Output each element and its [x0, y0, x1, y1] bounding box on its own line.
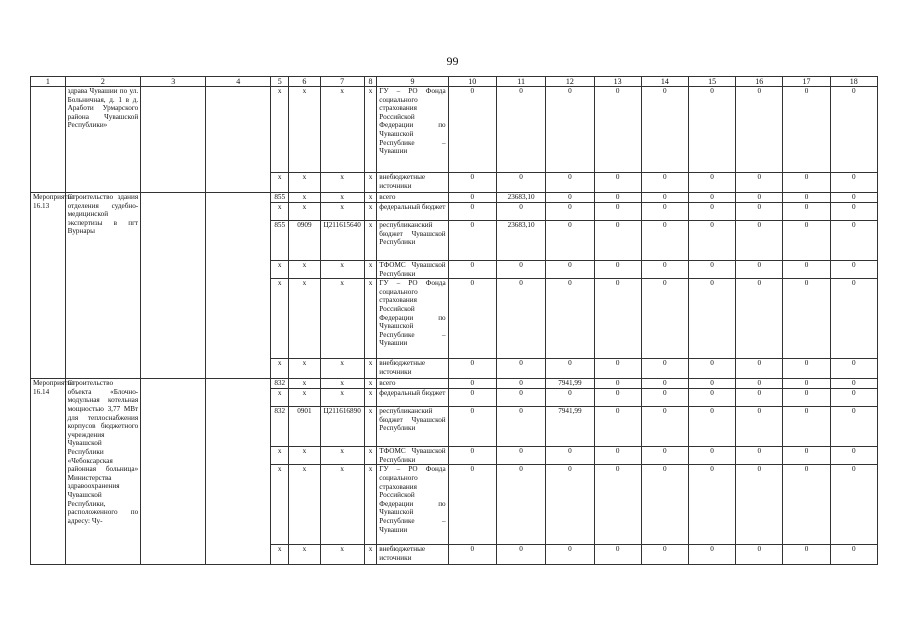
value-cell: 0 — [594, 261, 641, 279]
value-cell: 0 — [783, 359, 830, 379]
expense-group-cell: x — [364, 447, 377, 465]
value-cell: 0 — [641, 465, 688, 545]
measure-name-cell: Строительство здания отделения судебно-медицинской экспертизы в пгт Вурнары — [65, 193, 141, 379]
value-cell: 0 — [830, 447, 877, 465]
value-cell: 0 — [830, 359, 877, 379]
grbs-cell: 832 — [271, 407, 289, 447]
header-cell: 11 — [496, 77, 545, 87]
target-article-cell: Ц211616890 — [320, 407, 364, 447]
header-cell: 4 — [206, 77, 271, 87]
value-cell: 0 — [496, 447, 545, 465]
value-cell: 0 — [641, 279, 688, 359]
target-article-cell: x — [320, 545, 364, 565]
section-cell: x — [289, 389, 320, 407]
value-cell: 0 — [783, 203, 830, 221]
value-cell: 0 — [688, 221, 735, 261]
value-cell: 0 — [594, 221, 641, 261]
section-cell: x — [289, 379, 320, 389]
value-cell: 0 — [641, 87, 688, 173]
value-cell: 0 — [688, 465, 735, 545]
value-cell: 0 — [448, 379, 496, 389]
value-cell: 0 — [594, 407, 641, 447]
measure-label-cell — [31, 87, 66, 193]
target-article-cell: Ц211615640 — [320, 221, 364, 261]
value-cell: 0 — [783, 379, 830, 389]
value-cell: 0 — [641, 359, 688, 379]
value-cell: 0 — [496, 545, 545, 565]
value-cell: 0 — [736, 379, 783, 389]
value-cell: 0 — [783, 193, 830, 203]
funding-source-cell: внебюджетные источники — [377, 545, 448, 565]
value-cell: 0 — [546, 193, 594, 203]
value-cell: 7941,99 — [546, 407, 594, 447]
header-cell: 3 — [141, 77, 206, 87]
value-cell: 0 — [594, 87, 641, 173]
expense-group-cell: x — [364, 279, 377, 359]
funding-source-cell: внебюджетные источники — [377, 173, 448, 193]
grbs-cell: x — [271, 261, 289, 279]
value-cell: 0 — [783, 465, 830, 545]
value-cell: 0 — [688, 261, 735, 279]
value-cell: 0 — [830, 379, 877, 389]
section-cell: x — [289, 279, 320, 359]
value-cell: 0 — [783, 545, 830, 565]
funding-source-cell: ГУ – РО Фонда социального страхования Российской Федерации по Чувашской Республике – Чувашии — [377, 465, 448, 545]
value-cell: 23683,10 — [496, 221, 545, 261]
funding-source-cell: ТФОМС Чувашской Республики — [377, 261, 448, 279]
value-cell: 0 — [783, 407, 830, 447]
value-cell: 0 — [830, 203, 877, 221]
grbs-cell: 832 — [271, 379, 289, 389]
funding-source-cell: ГУ – РО Фонда социального страхования Российской Федерации по Чувашской Республике – Чувашии — [377, 87, 448, 173]
section-cell: x — [289, 261, 320, 279]
value-cell: 0 — [594, 545, 641, 565]
measure-label-cell: Мероприятие 16.13 — [31, 193, 66, 379]
value-cell: 0 — [830, 407, 877, 447]
value-cell: 0 — [641, 545, 688, 565]
target-article-cell: x — [320, 389, 364, 407]
col3-cell — [141, 193, 206, 379]
value-cell: 0 — [736, 87, 783, 173]
funding-source-cell: республиканский бюджет Чувашской Республики — [377, 407, 448, 447]
grbs-cell: x — [271, 203, 289, 221]
expense-group-cell: x — [364, 465, 377, 545]
value-cell: 0 — [736, 173, 783, 193]
value-cell: 0 — [448, 407, 496, 447]
section-cell: x — [289, 465, 320, 545]
value-cell: 23683,10 — [496, 193, 545, 203]
value-cell: 0 — [496, 407, 545, 447]
value-cell: 0 — [641, 389, 688, 407]
header-cell: 13 — [594, 77, 641, 87]
header-cell: 6 — [289, 77, 320, 87]
value-cell: 0 — [688, 379, 735, 389]
funding-source-cell: внебюджетные источники — [377, 359, 448, 379]
value-cell: 0 — [830, 261, 877, 279]
grbs-cell: x — [271, 279, 289, 359]
grbs-cell: x — [271, 545, 289, 565]
expense-group-cell: x — [364, 379, 377, 389]
value-cell: 0 — [736, 193, 783, 203]
grbs-cell: 855 — [271, 193, 289, 203]
table-row — [31, 379, 878, 389]
value-cell: 0 — [830, 389, 877, 407]
value-cell: 0 — [641, 173, 688, 193]
value-cell: 0 — [830, 193, 877, 203]
section-cell: x — [289, 87, 320, 173]
value-cell: 0 — [546, 87, 594, 173]
target-article-cell: x — [320, 465, 364, 545]
target-article-cell: x — [320, 261, 364, 279]
section-cell: x — [289, 359, 320, 379]
funding-source-cell: федеральный бюджет — [377, 389, 448, 407]
section-cell: 0901 — [289, 407, 320, 447]
header-cell: 7 — [320, 77, 364, 87]
section-cell: x — [289, 193, 320, 203]
value-cell: 0 — [448, 87, 496, 173]
target-article-cell: x — [320, 379, 364, 389]
header-cell: 8 — [364, 77, 377, 87]
value-cell: 0 — [688, 203, 735, 221]
expense-group-cell: x — [364, 407, 377, 447]
value-cell: 7941,99 — [546, 379, 594, 389]
value-cell: 0 — [641, 221, 688, 261]
header-cell: 12 — [546, 77, 594, 87]
col4-cell — [206, 193, 271, 379]
header-cell: 17 — [783, 77, 830, 87]
header-cell: 10 — [448, 77, 496, 87]
value-cell: 0 — [736, 447, 783, 465]
value-cell: 0 — [546, 389, 594, 407]
value-cell: 0 — [496, 389, 545, 407]
value-cell: 0 — [736, 407, 783, 447]
value-cell: 0 — [783, 447, 830, 465]
value-cell: 0 — [546, 221, 594, 261]
value-cell: 0 — [688, 545, 735, 565]
budget-table — [30, 76, 878, 565]
header-cell: 14 — [641, 77, 688, 87]
col4-cell — [206, 379, 271, 565]
value-cell: 0 — [594, 465, 641, 545]
funding-source-cell: ТФОМС Чувашской Республики — [377, 447, 448, 465]
expense-group-cell: x — [364, 359, 377, 379]
value-cell: 0 — [594, 173, 641, 193]
target-article-cell: x — [320, 359, 364, 379]
value-cell: 0 — [830, 173, 877, 193]
value-cell: 0 — [448, 465, 496, 545]
value-cell: 0 — [594, 193, 641, 203]
target-article-cell: x — [320, 203, 364, 221]
funding-source-cell: республиканский бюджет Чувашской Республики — [377, 221, 448, 261]
value-cell: 0 — [496, 87, 545, 173]
header-cell: 9 — [377, 77, 448, 87]
value-cell: 0 — [641, 193, 688, 203]
section-cell: x — [289, 203, 320, 221]
page-number: 99 — [446, 54, 459, 68]
value-cell: 0 — [448, 389, 496, 407]
value-cell: 0 — [688, 173, 735, 193]
value-cell: 0 — [688, 389, 735, 407]
target-article-cell: x — [320, 193, 364, 203]
value-cell: 0 — [688, 447, 735, 465]
value-cell: 0 — [736, 279, 783, 359]
header-cell: 1 — [31, 77, 66, 87]
value-cell: 0 — [448, 203, 496, 221]
value-cell: 0 — [546, 447, 594, 465]
value-cell: 0 — [448, 193, 496, 203]
value-cell: 0 — [448, 359, 496, 379]
value-cell: 0 — [641, 379, 688, 389]
value-cell: 0 — [546, 545, 594, 565]
section-cell: 0909 — [289, 221, 320, 261]
value-cell: 0 — [830, 279, 877, 359]
value-cell: 0 — [688, 193, 735, 203]
table-row — [31, 193, 878, 203]
value-cell: 0 — [496, 379, 545, 389]
value-cell: 0 — [448, 261, 496, 279]
value-cell: 0 — [830, 221, 877, 261]
grbs-cell: x — [271, 359, 289, 379]
value-cell: 0 — [830, 87, 877, 173]
expense-group-cell: x — [364, 173, 377, 193]
value-cell: 0 — [594, 379, 641, 389]
value-cell: 0 — [783, 221, 830, 261]
target-article-cell: x — [320, 447, 364, 465]
col3-cell — [141, 87, 206, 193]
value-cell: 0 — [641, 407, 688, 447]
value-cell: 0 — [830, 545, 877, 565]
value-cell: 0 — [736, 359, 783, 379]
expense-group-cell: x — [364, 545, 377, 565]
value-cell: 0 — [641, 203, 688, 221]
funding-source-cell: федеральный бюджет — [377, 203, 448, 221]
grbs-cell: x — [271, 465, 289, 545]
table-row — [31, 87, 878, 173]
grbs-cell: x — [271, 447, 289, 465]
funding-source-cell: ГУ – РО Фонда социального страхования Российской Федерации по Чувашской Республике – Чувашии — [377, 279, 448, 359]
expense-group-cell: x — [364, 203, 377, 221]
value-cell: 0 — [594, 359, 641, 379]
col4-cell — [206, 87, 271, 193]
header-cell: 2 — [65, 77, 141, 87]
value-cell: 0 — [594, 389, 641, 407]
value-cell: 0 — [594, 447, 641, 465]
value-cell: 0 — [546, 359, 594, 379]
value-cell: 0 — [546, 465, 594, 545]
value-cell: 0 — [783, 87, 830, 173]
value-cell: 0 — [688, 407, 735, 447]
value-cell: 0 — [736, 545, 783, 565]
target-article-cell: x — [320, 87, 364, 173]
value-cell: 0 — [496, 203, 545, 221]
funding-source-cell: всего — [377, 193, 448, 203]
value-cell: 0 — [688, 359, 735, 379]
expense-group-cell: x — [364, 389, 377, 407]
value-cell: 0 — [783, 279, 830, 359]
value-cell: 0 — [448, 279, 496, 359]
expense-group-cell: x — [364, 221, 377, 261]
value-cell: 0 — [688, 279, 735, 359]
value-cell: 0 — [783, 261, 830, 279]
value-cell: 0 — [496, 359, 545, 379]
value-cell: 0 — [736, 465, 783, 545]
header-cell: 16 — [736, 77, 783, 87]
value-cell: 0 — [546, 279, 594, 359]
target-article-cell: x — [320, 279, 364, 359]
value-cell: 0 — [546, 261, 594, 279]
measure-name-cell: здрава Чувашии по ул. Больничная, д. 1 в д. Аработи Урмарского района Чувашской Республики» — [65, 87, 141, 193]
grbs-cell: x — [271, 173, 289, 193]
header-cell: 18 — [830, 77, 877, 87]
value-cell: 0 — [448, 173, 496, 193]
measure-label-cell: Мероприятие 16.14 — [31, 379, 66, 565]
measure-name-cell: Строительство объекта «Блочно-модульная котельная мощностью 3,77 МВт для теплоснабжения корпусов бюджетного учреждения Чувашской Республики «Чебоксарская районная больница» Министерства здравоохранения Чувашской Республики, расположенного по адресу: Чу- — [65, 379, 141, 565]
grbs-cell: x — [271, 389, 289, 407]
header-cell: 5 — [271, 77, 289, 87]
section-cell: x — [289, 173, 320, 193]
expense-group-cell: x — [364, 87, 377, 173]
value-cell: 0 — [448, 447, 496, 465]
value-cell: 0 — [641, 261, 688, 279]
value-cell: 0 — [594, 279, 641, 359]
col3-cell — [141, 379, 206, 565]
target-article-cell: x — [320, 173, 364, 193]
value-cell: 0 — [594, 203, 641, 221]
value-cell: 0 — [830, 465, 877, 545]
value-cell: 0 — [546, 173, 594, 193]
grbs-cell: 855 — [271, 221, 289, 261]
grbs-cell: x — [271, 87, 289, 173]
expense-group-cell: x — [364, 193, 377, 203]
header-row — [31, 77, 878, 87]
value-cell: 0 — [736, 261, 783, 279]
value-cell: 0 — [448, 221, 496, 261]
value-cell: 0 — [783, 173, 830, 193]
expense-group-cell: x — [364, 261, 377, 279]
value-cell: 0 — [496, 173, 545, 193]
funding-source-cell: всего — [377, 379, 448, 389]
value-cell: 0 — [736, 389, 783, 407]
section-cell: x — [289, 545, 320, 565]
value-cell: 0 — [736, 203, 783, 221]
header-cell: 15 — [688, 77, 735, 87]
value-cell: 0 — [496, 279, 545, 359]
value-cell: 0 — [688, 87, 735, 173]
value-cell: 0 — [496, 465, 545, 545]
value-cell: 0 — [783, 389, 830, 407]
section-cell: x — [289, 447, 320, 465]
value-cell: 0 — [641, 447, 688, 465]
value-cell: 0 — [736, 221, 783, 261]
value-cell: 0 — [448, 545, 496, 565]
value-cell: 0 — [496, 261, 545, 279]
value-cell: 0 — [546, 203, 594, 221]
